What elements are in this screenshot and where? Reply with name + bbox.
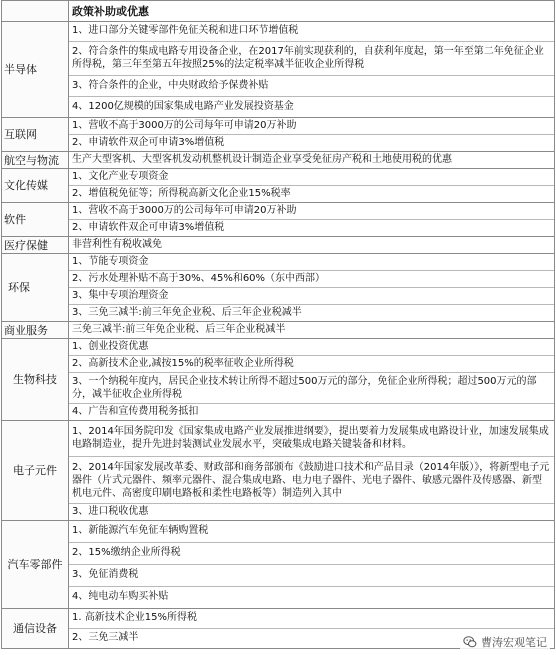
policy-item: 1、营收不高于3000万的公司每年可申请20万补助 — [69, 118, 554, 135]
policy-item: 4、纯电动车购买补贴 — [72, 591, 169, 602]
policy-item: 三免三减半:前三年免企业税、后三年企业税减半 — [72, 324, 286, 335]
policy-item: 生产大型客机、大型客机发动机整机设计制造企业享受免征房产税和土地使用税的优惠 — [72, 154, 452, 165]
policy-item: 3、一个纳税年度内，居民企业技术转让所得不超过500万元的部分，免征企业所得税；超过500万元的部分，减半征收企业所得税 — [69, 373, 554, 404]
policy-item: 3、进口税收优惠 — [72, 506, 149, 517]
policy-cell — [69, 421, 555, 521]
policy-cell — [69, 521, 555, 609]
table-header — [2, 1, 555, 22]
policy-item: 2、2014年国家发展改革委、财政部和商务部颁布《鼓励进口技术和产品目录（2014年版）》，将新型电子元器件（片式元器件、频率元器件、混合集成电路、电力电子器件、光电子器件、敏感元器件及传感器、新型机电元件、高密度印刷电路板和柔性电路板等）制造列入其中 — [69, 457, 554, 504]
policy-item: 2、污水处理补贴不高于30%、45%和60%（东中西部） — [69, 271, 554, 288]
category-cell: 文化传媒 — [2, 169, 69, 203]
policy-item: 1、新能源汽车免征车辆购置税 — [69, 521, 554, 543]
category-cell: 半导体 — [2, 22, 69, 118]
policy-cell — [69, 169, 555, 203]
category-cell: 生物科技 — [2, 339, 69, 421]
table-row — [2, 322, 555, 339]
policy-cell — [69, 203, 555, 237]
policy-item: 2、高新技术企业,减按15%的税率征收企业所得税 — [69, 356, 554, 373]
category-cell: 电子元件 — [2, 421, 69, 521]
policy-item: 4、1200亿规模的国家集成电路产业发展投资基金 — [72, 101, 294, 112]
table-row — [2, 237, 555, 254]
policy-item: 3、集中专项治理资金 — [69, 288, 554, 305]
category-cell: 医疗保健 — [2, 237, 69, 254]
table-row — [2, 22, 555, 118]
policy-item: 1、2014年国务院印发《国家集成电路产业发展推进纲要》，提出要着力发展集成电路设计业，加速发展集成电路制造业，提升先进封装测试业发展水平，突破集成电路关键装备和材料。 — [69, 421, 554, 457]
table-row — [2, 118, 555, 152]
category-cell: 商业服务 — [2, 322, 69, 339]
policy-item: 4、广告和宣传费用税务抵扣 — [72, 406, 199, 417]
table-row — [2, 203, 555, 237]
policy-cell — [69, 339, 555, 421]
watermark — [460, 633, 550, 651]
table-row — [2, 152, 555, 169]
table-row — [2, 169, 555, 203]
policy-item: 非营利性有税收减免 — [72, 239, 162, 250]
policy-item: 2、15%缴纳企业所得税 — [69, 543, 554, 565]
policy-cell — [69, 237, 555, 254]
policy-cell — [69, 322, 555, 339]
policy-item: 1、文化产业专项资金 — [69, 169, 554, 186]
policy-cell — [69, 22, 555, 118]
header-policy: 政策补助或优惠 — [69, 1, 555, 22]
table-row — [2, 421, 555, 521]
category-cell: 汽车零部件 — [2, 521, 69, 609]
category-cell: 互联网 — [2, 118, 69, 152]
policy-item: 1、进口部分关键零部件免征关税和进口环节增值税 — [69, 22, 554, 42]
wechat-icon — [463, 635, 477, 649]
table-row — [2, 339, 555, 421]
category-cell: 通信设备 — [2, 609, 69, 649]
policy-item: 2、申请软件双企可申请3%增值税 — [72, 222, 225, 233]
table-row — [2, 521, 555, 609]
policy-item: 3、符合条件的企业，中央财政给予保费补贴 — [69, 76, 554, 97]
policy-item: 1、节能专项资金 — [69, 254, 554, 271]
policy-table — [1, 0, 555, 649]
header-category — [2, 1, 69, 22]
table-row — [2, 254, 555, 322]
policy-item: 1、营收不高于3000万的公司每年可申请20万补助 — [69, 203, 554, 220]
policy-item: 3、免征消费税 — [69, 565, 554, 587]
category-cell: 航空与物流 — [2, 152, 69, 169]
policy-item: 1. 高新技术企业15%所得税 — [69, 609, 554, 629]
policy-item: 2、申请软件双企可申请3%增值税 — [72, 137, 225, 148]
policy-item: 3、三免三减半:前三年免企业税、后三年企业税减半 — [72, 307, 302, 318]
policy-item: 1、创业投资优惠 — [69, 339, 554, 356]
policy-item: 2、增值税免征等；所得税高新文化企业15%税率 — [72, 188, 291, 199]
category-cell: 软件 — [2, 203, 69, 237]
category-cell: 环保 — [2, 254, 69, 322]
policy-cell — [69, 254, 555, 322]
watermark-text: 曹涛宏观笔记 — [481, 636, 547, 649]
policy-cell — [69, 118, 555, 152]
policy-item: 2、符合条件的集成电路专用设备企业，在2017年前实现获利的，自获利年度起，第一年至第二年免征企业所得税，第三年至第五年按照25%的法定税率减半征收企业所得税 — [69, 42, 554, 76]
policy-item: 2、三免三减半 — [72, 632, 139, 643]
policy-cell — [69, 152, 555, 169]
